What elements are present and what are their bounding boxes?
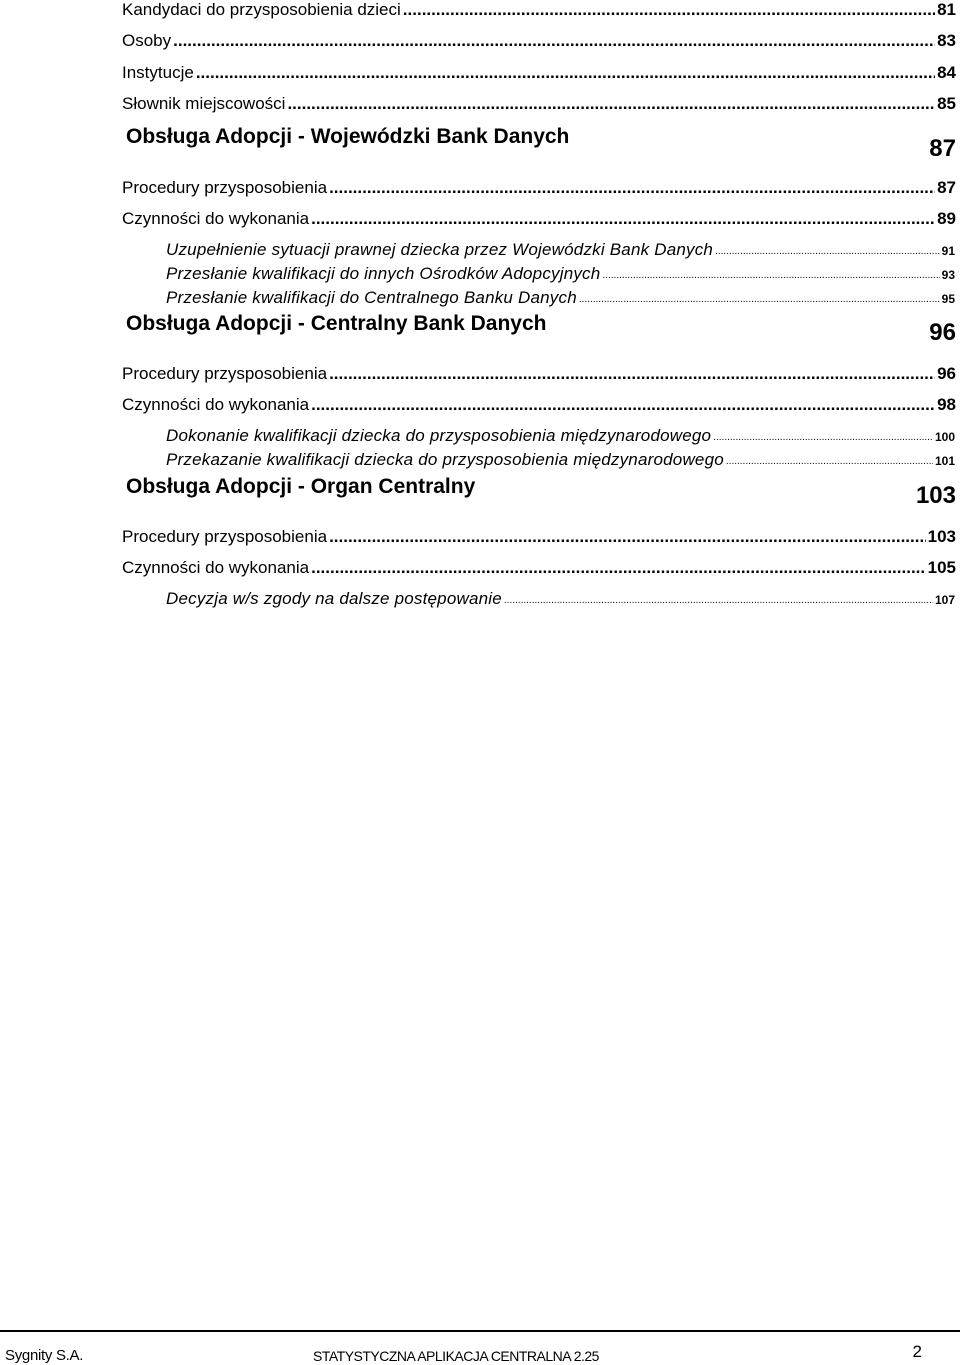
toc-subentry-page: 95 [941, 292, 955, 306]
toc-entry[interactable] [122, 395, 956, 415]
toc-section-heading[interactable] [126, 312, 956, 352]
toc-leader-dots [329, 364, 935, 384]
toc-leader-dots [311, 209, 935, 229]
footer-rule [0, 1330, 960, 1332]
toc-subentry[interactable] [166, 288, 955, 308]
toc-entry[interactable] [122, 63, 956, 83]
toc-leader-dots [173, 31, 935, 51]
footer-page-number: 2 [912, 1342, 922, 1361]
toc-subentry-label: Decyzja w/s zgody na dalsze postępowanie [166, 589, 502, 608]
toc-subentry-label: Uzupełnienie sytuacji prawnej dziecka przez Wojewódzki Bank Danych [166, 240, 714, 259]
toc-entry-page: 105 [927, 558, 956, 577]
toc-entry-label: Osoby [122, 31, 172, 50]
toc-leader-dots [713, 432, 933, 443]
toc-subentry[interactable] [166, 240, 955, 260]
toc-subentry[interactable] [166, 264, 955, 284]
toc-entry-page: 85 [937, 94, 956, 113]
section-page: 103 [915, 482, 956, 509]
toc-entry[interactable] [122, 364, 956, 384]
toc-section-heading[interactable] [126, 125, 956, 165]
toc-entry-label: Słownik miejscowości [122, 94, 286, 113]
toc-leader-dots [579, 294, 940, 305]
toc-leader-dots [311, 558, 926, 578]
toc-leader-dots [287, 94, 935, 114]
toc-leader-dots [329, 178, 935, 198]
toc-subentry-label: Przesłanie kwalifikacji do Centralnego Banku Danych [166, 288, 577, 307]
toc-subentry-page: 101 [934, 454, 955, 468]
toc-entry-label: Kandydaci do przysposobienia dzieci [122, 0, 401, 19]
toc-subentry[interactable] [166, 426, 955, 446]
toc-leader-dots [726, 456, 933, 467]
toc-leader-dots [403, 0, 935, 20]
toc-subentry-label: Dokonanie kwalifikacji dziecka do przysposobienia międzynarodowego [166, 426, 712, 445]
footer-product: STATYSTYCZNA APLIKACJA CENTRALNA 2.25 [313, 1348, 599, 1364]
toc-subentry-page: 91 [941, 244, 955, 258]
toc-entry-label: Czynności do wykonania [122, 395, 310, 414]
toc-entry[interactable] [122, 94, 956, 114]
toc-leader-dots [311, 395, 935, 415]
toc-entry-page: 98 [937, 395, 956, 414]
toc-leader-dots [504, 595, 933, 606]
toc-section-heading[interactable] [126, 475, 956, 515]
toc-subentry-page: 107 [934, 593, 955, 607]
toc-entry-page: 96 [937, 364, 956, 383]
toc-entry[interactable] [122, 31, 956, 51]
toc-entry-page: 84 [937, 63, 956, 82]
toc-entry-page: 83 [937, 31, 956, 50]
section-page: 96 [929, 319, 956, 346]
toc-leader-dots [196, 63, 935, 83]
section-title: Obsługa Adopcji - Centralny Bank Danych [126, 312, 547, 335]
toc-leader-dots [715, 246, 940, 257]
toc-leader-dots [602, 270, 939, 281]
page-footer [0, 1330, 960, 1365]
toc-subentry-label: Przekazanie kwalifikacji dziecka do przysposobienia międzynarodowego [166, 450, 724, 469]
toc-entry-page: 89 [937, 209, 956, 228]
section-page: 87 [929, 135, 956, 162]
section-title: Obsługa Adopcji - Organ Centralny [126, 475, 476, 498]
toc-subentry-page: 93 [941, 268, 955, 282]
toc-entry[interactable] [122, 178, 956, 198]
toc-entry[interactable] [122, 209, 956, 229]
toc-entry[interactable] [122, 558, 956, 578]
toc-entry-page: 87 [937, 178, 956, 197]
toc-entry[interactable] [122, 527, 956, 547]
toc-entry-label: Procedury przysposobienia [122, 364, 328, 383]
toc-entry-label: Czynności do wykonania [122, 209, 310, 228]
toc-leader-dots [329, 527, 926, 547]
toc-entry-label: Instytucje [122, 63, 194, 82]
toc-subentry-page: 100 [934, 430, 955, 444]
toc-subentry[interactable] [166, 589, 955, 609]
toc-entry-page: 103 [927, 527, 956, 546]
toc-entry-label: Procedury przysposobienia [122, 178, 328, 197]
section-title: Obsługa Adopcji - Wojewódzki Bank Danych [126, 125, 570, 148]
footer-company: Sygnity S.A. [5, 1347, 84, 1364]
toc-entry[interactable] [122, 0, 956, 20]
toc-entry-page: 81 [937, 0, 956, 19]
toc-subentry-label: Przesłanie kwalifikacji do innych Ośrodków Adopcyjnych [166, 264, 601, 283]
toc-entry-label: Procedury przysposobienia [122, 527, 328, 546]
toc-entry-label: Czynności do wykonania [122, 558, 310, 577]
toc-subentry[interactable] [166, 450, 955, 470]
